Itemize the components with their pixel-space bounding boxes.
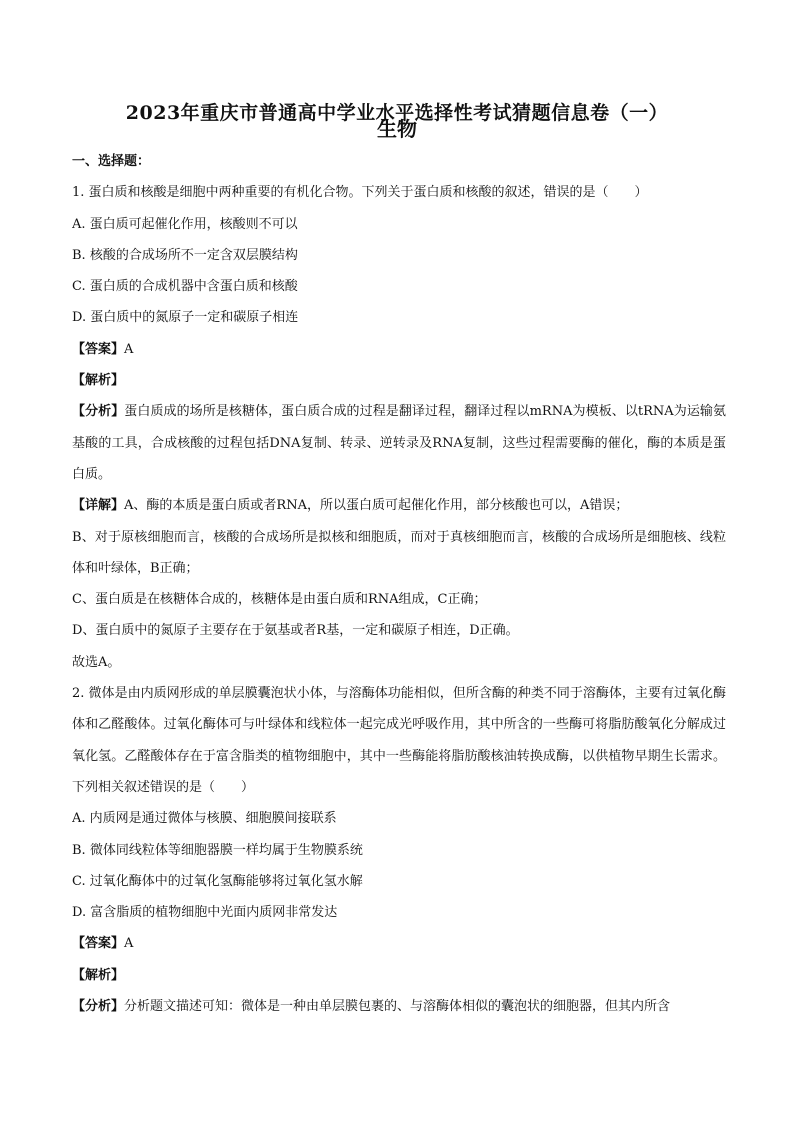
answer-value: A <box>124 341 134 357</box>
answer-tag: 【答案】 <box>72 341 125 357</box>
subject-title: 生物 <box>377 117 417 141</box>
question-2-analysis-text <box>72 991 726 1022</box>
section-heading: 一、选择题： <box>72 154 151 169</box>
question-2-option-b: B. 微体同线粒体等细胞器膜一样均属于生物膜系统 <box>72 842 363 858</box>
question-2-option-a: A. 内质网是通过微体与核膜、细胞膜间接联系 <box>72 811 337 827</box>
question-2-answer <box>72 928 726 959</box>
question-1-option-a: A. 蛋白质可起催化作用，核酸则不可以 <box>72 216 298 232</box>
question-1-stem: 1. 蛋白质和核酸是细胞中两种重要的有机化合物。下列关于蛋白质和核酸的叙述，错误的是（ ） <box>72 185 648 201</box>
question-1-option-c: C. 蛋白质的合成机器中含蛋白质和核酸 <box>72 279 298 295</box>
question-1-option-b: B. 核酸的合成场所不一定含双层膜结构 <box>72 247 298 263</box>
question-1-analysis-tag: 【解析】 <box>72 373 125 389</box>
question-2-option-d: D. 富含脂质的植物细胞中光面内质网非常发达 <box>72 905 338 921</box>
answer-value: A <box>124 936 134 952</box>
question-2-option-c: C. 过氧化酶体中的过氧化氢酶能够将过氧化氢水解 <box>72 873 363 889</box>
question-1-conclusion: 故选A。 <box>72 654 121 670</box>
question-1-detail-b: B、对于原核细胞而言，核酸的合成场所是拟核和细胞质，而对于真核细胞而言，核酸的合成场所是细胞核、线粒体和叶绿体，B正确； <box>72 529 726 576</box>
document-title: 2023年重庆市普通高中学业水平选择性考试猜题信息卷（一） <box>125 102 669 124</box>
fenxi-text: 蛋白质成的场所是核糖体，蛋白质合成的过程是翻译过程，翻译过程以mRNA为模板、以tRNA为运输氨基酸的工具，合成核酸的过程包括DNA复制、转录、逆转录及RNA复制，这些过程需要酶的催化，酶的本质是蛋白质。 <box>72 404 726 482</box>
answer-tag: 【答案】 <box>72 936 125 952</box>
question-1-detail-d: D、蛋白质中的氮原子主要存在于氨基或者R基，一定和碳原子相连，D正确。 <box>72 623 519 639</box>
detail-line: A、酶的本质是蛋白质或者RNA，所以蛋白质可起催化作用，部分核酸也可以，A错误； <box>124 498 629 514</box>
xiangjie-tag: 【详解】 <box>72 498 125 514</box>
question-1-detail-a <box>72 490 726 521</box>
question-1-option-d: D. 蛋白质中的氮原子一定和碳原子相连 <box>72 310 299 326</box>
question-1-answer <box>72 334 726 365</box>
fenxi-tag: 【分析】 <box>72 999 125 1015</box>
document-body <box>72 146 726 1022</box>
question-1-detail-c: C、蛋白质是在核糖体合成的，核糖体是由蛋白质和RNA组成，C正确； <box>72 592 487 608</box>
question-1-analysis-text <box>72 396 726 490</box>
question-2-stem: 2. 微体是由内质网形成的单层膜囊泡状小体，与溶酶体功能相似，但所含酶的种类不同于溶酶体，主要有过氧化酶体和乙醛酸体。过氧化酶体可与叶绿体和线粒体一起完成光呼吸作用，其中所含的一些酶可将脂肪酸氧化分解成过氧化氢。乙醛酸体存在于富含脂类的植物细胞中，其中一些酶能将脂肪酸核油转换成酶，以供植物早期生长需求。下列相关叙述错误的是（ ） <box>72 686 726 795</box>
question-2-analysis-tag: 【解析】 <box>72 967 125 983</box>
fenxi-text: 分析题文描述可知：微体是一种由单层膜包裹的、与溶酶体相似的囊泡状的细胞器，但其内所含 <box>124 999 671 1015</box>
fenxi-tag: 【分析】 <box>72 404 125 420</box>
